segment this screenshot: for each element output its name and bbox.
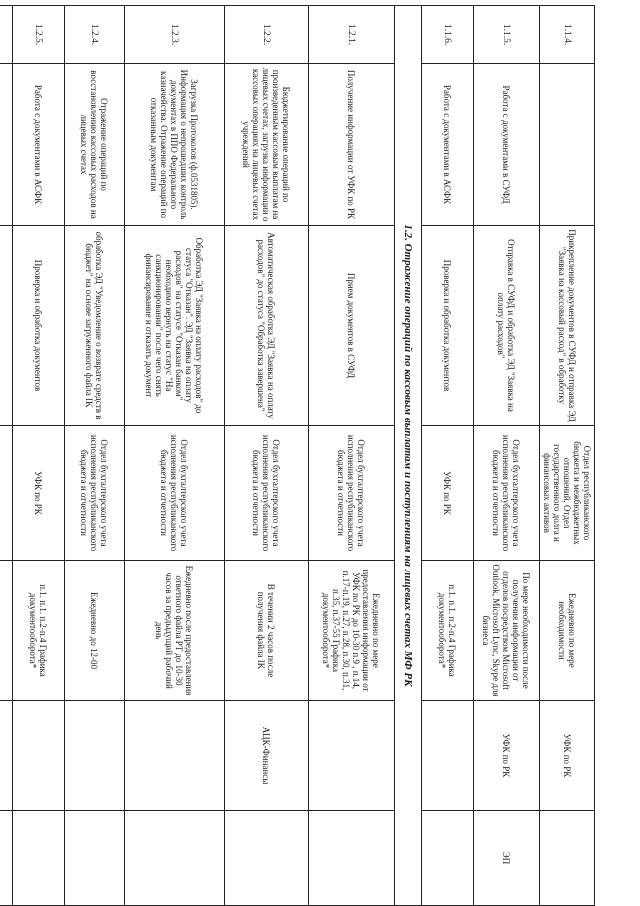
row-doc — [308, 811, 394, 906]
row-responsible: Отдел бухгалтерского учета исполнения республиканского бюджета и отчетности — [124, 426, 224, 561]
rotated-table-sheet — [28, 5, 595, 905]
row-number: 1.2.2. — [224, 6, 308, 64]
row-number: 1.2.4. — [64, 6, 124, 64]
row-action: Обработка ЭД "Заявка на оплату расходов" до статуса "Отказан". ЭД "Заявка на оплату расходов" на статусе "Отказан банком" необходимо вернуть на статус "На санкционировании" после чего снять финансирование и отказать документ — [124, 226, 224, 426]
row-deadline — [0, 561, 12, 701]
row-responsible: Отдел бухгалтерского учета исполнения республиканского бюджета и отчетности — [308, 426, 394, 561]
table-row — [224, 6, 308, 906]
row-doc — [12, 811, 64, 906]
row-deadline: п.1. п.1. п.2-п.4 Графика документооборота* — [12, 561, 64, 701]
row-action: обработка ЭД "Уведомление о возврате средств в бюджет" на основе загруженного файла IK — [64, 226, 124, 426]
row-doc — [539, 811, 594, 906]
row-action: Автоматическая обработка ЭД "Заявка на оплату расходов" до статуса "Обработка завершена" — [224, 226, 308, 426]
row-responsible: Отдел бухгалтерского учета исполнения республиканского бюджета и отчетности — [473, 426, 539, 561]
row-org — [308, 701, 394, 811]
row-org: УФК по РК — [473, 701, 539, 811]
table-row — [124, 6, 224, 906]
row-deadline: Ежедневно по мере предоставления информации от УФК по РК до 10-30 п.9 , п.14, п.17-п.19, п.27, п.28, п.30, п.31, п.35, п.37-55 Графика документооборота* — [308, 561, 394, 701]
row-responsible: УФК по РК — [12, 426, 64, 561]
row-name — [539, 64, 594, 226]
table-row — [421, 6, 473, 906]
row-org — [421, 701, 473, 811]
row-action: Проверка и обработка документов — [12, 226, 64, 426]
row-number: 1.2.3. — [124, 6, 224, 64]
row-action: Отправка в СУФД и обработка ЭД "Заявка на оплату расходов" — [473, 226, 539, 426]
row-org — [12, 701, 64, 811]
row-action: Проверка и обработка документов — [421, 226, 473, 426]
row-name: Получение информации от УФК по РК — [308, 64, 394, 226]
row-deadline: Ежедневно по мере необходимости — [539, 561, 594, 701]
section-row — [394, 6, 421, 906]
row-doc: ЭП — [473, 811, 539, 906]
row-org: АЦК-Финансы — [224, 701, 308, 811]
row-doc — [0, 811, 12, 906]
table-row — [539, 6, 594, 906]
table-row — [308, 6, 394, 906]
row-action: Прием документов в СУФД — [308, 226, 394, 426]
row-name: Работа с документами в АСФК — [12, 64, 64, 226]
row-responsible: Отдел республиканского бюджета и межбюджетных отношений, Отдел государственного долга и финансовых активов — [539, 426, 594, 561]
row-responsible: УФК по РК — [421, 426, 473, 561]
row-responsible: Отдел бухгалтерского учета исполнения республиканского бюджета и отчетности — [224, 426, 308, 561]
row-number: 1.2.1. — [308, 6, 394, 64]
table-row — [12, 6, 64, 906]
row-doc — [421, 811, 473, 906]
row-responsible — [0, 426, 12, 561]
row-deadline: п.1. п.1. п.2-п.4 Графика документооборота* — [421, 561, 473, 701]
row-org — [64, 701, 124, 811]
row-name: Отражение операций по восстановлению кассовых расходов на лицевых счетах — [64, 64, 124, 226]
row-deadline: Ежедневно до 12-00 — [64, 561, 124, 701]
row-name: Загрузка Протоколов (ф.0531805). Информация о непрошедших контроль документах в ППО Федерального казначейства. Отражение операций по отказанным документам — [124, 64, 224, 226]
row-org: УФК по РК — [539, 701, 594, 811]
table-row — [0, 6, 12, 906]
row-responsible: Отдел бухгалтерского учета исполнения республиканского бюджета и отчетности — [64, 426, 124, 561]
row-doc — [224, 811, 308, 906]
row-number: 1.1.5. — [473, 6, 539, 64]
row-deadline: Ежедневно после предоставления ответного файла PT до 10-30 часов за предыдущий рабочий день — [124, 561, 224, 701]
row-action — [0, 226, 12, 426]
row-number: 1.2.5. — [12, 6, 64, 64]
row-doc — [64, 811, 124, 906]
row-org — [0, 701, 12, 811]
row-deadline: В течении 2 часов после получения файла IK — [224, 561, 308, 701]
row-doc — [124, 811, 224, 906]
row-name: Бюджетирование операций по произведенным кассовым выплатам на лицевых счетах, загрузка информации о кассовых операциях на лицевых счетах учреждений — [224, 64, 308, 226]
row-action: Прикрепление документов в СУФД и отправка ЭД "Заявка на кассовый расход" в обработку — [539, 226, 594, 426]
table-row — [64, 6, 124, 906]
row-name — [0, 64, 12, 226]
section-title: 1.2. Отражение операций по кассовым выплатам и поступлениям на лицевых счетах МФ РК — [394, 6, 421, 906]
row-number — [0, 6, 12, 64]
row-name: Работа с документами в СУФД — [473, 64, 539, 226]
row-name: Работа с документами в АСФК — [421, 64, 473, 226]
row-org — [124, 701, 224, 811]
row-deadline: По мере необходимости после получения информации от отделов посредством Microsoft Outlook, Microsoft Lync, Skype для бизнеса — [473, 561, 539, 701]
row-number: 1.1.4. — [539, 6, 594, 64]
row-number: 1.1.6. — [421, 6, 473, 64]
procedure-table — [0, 5, 595, 906]
table-row — [473, 6, 539, 906]
